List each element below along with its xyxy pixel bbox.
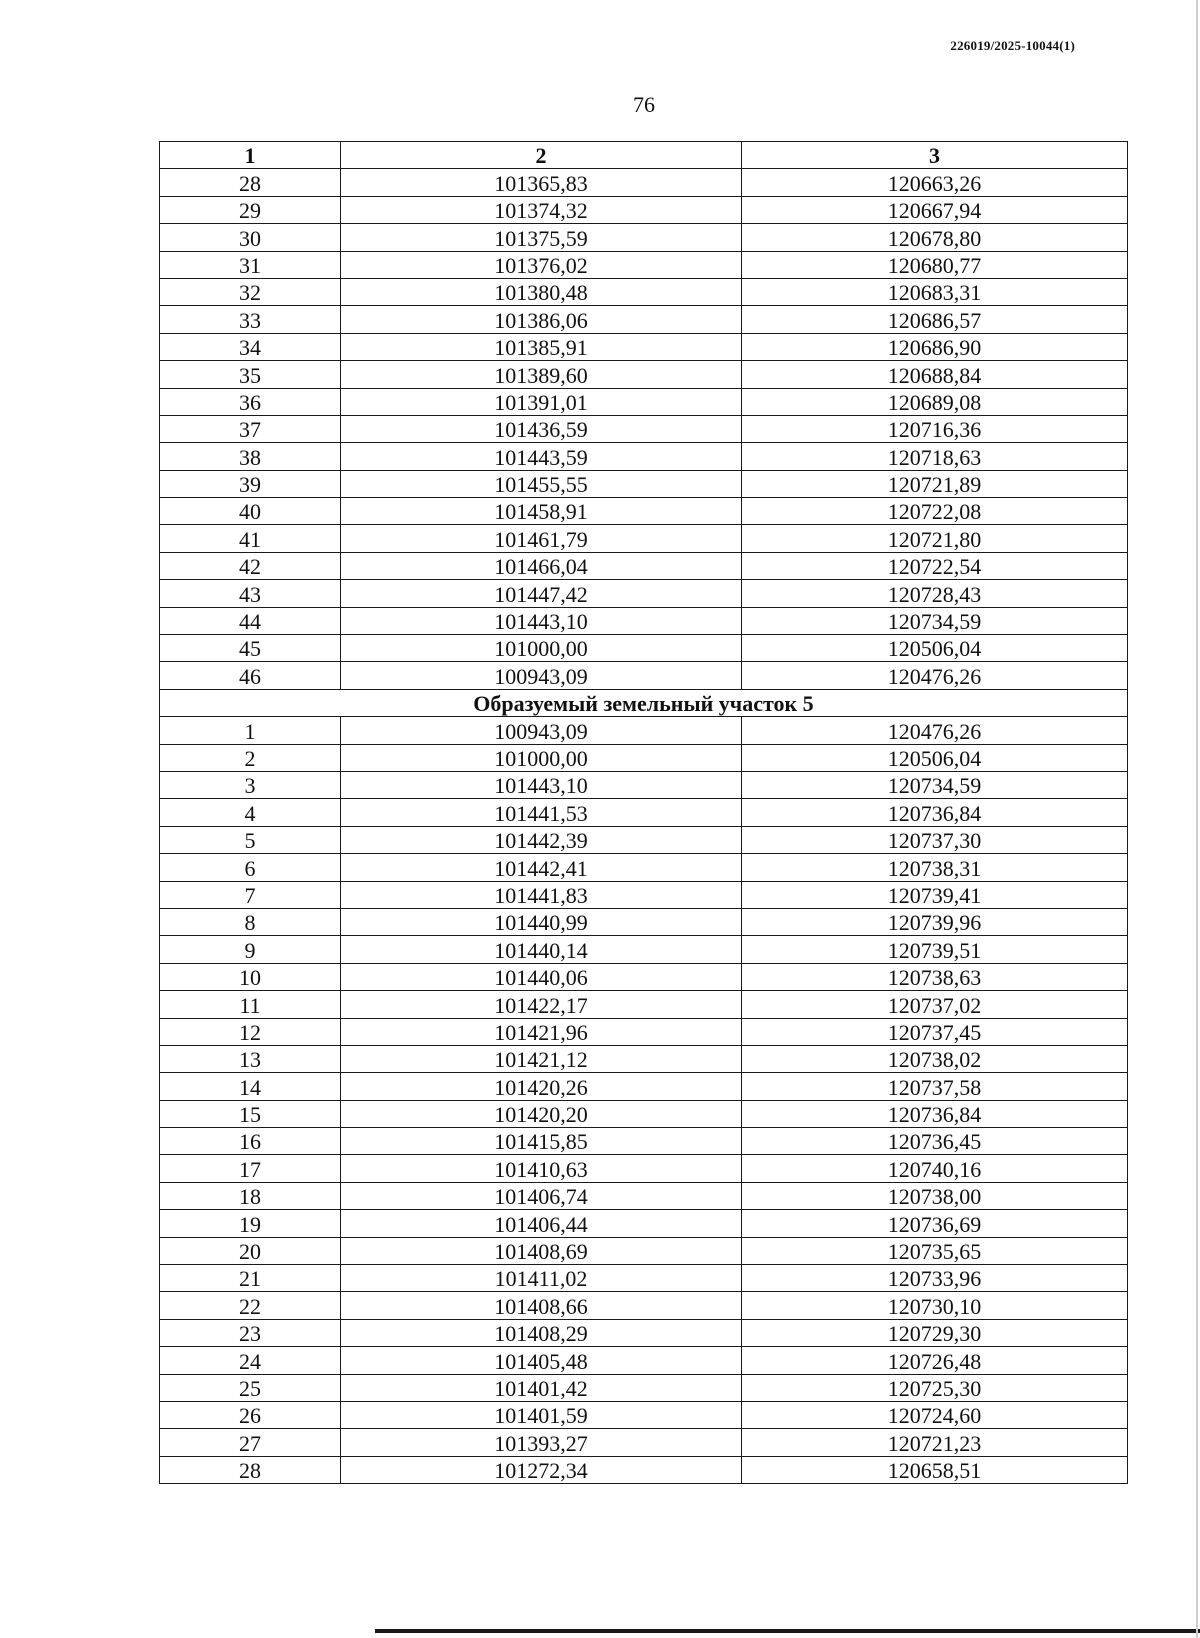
x-coordinate-cell: 101415,85 [341,1128,742,1155]
y-coordinate-cell: 120738,63 [742,963,1128,990]
table-row [160,771,1128,798]
y-coordinate-cell: 120686,57 [742,306,1128,333]
table-row [160,662,1128,689]
x-coordinate-cell: 101458,91 [341,498,742,525]
x-coordinate-cell: 101440,99 [341,908,742,935]
point-number-cell: 19 [160,1210,341,1237]
table-row [160,607,1128,634]
y-coordinate-cell: 120725,30 [742,1374,1128,1401]
table-row [160,306,1128,333]
point-number-cell: 31 [160,251,341,278]
point-number-cell: 26 [160,1401,341,1428]
x-coordinate-cell: 101410,63 [341,1155,742,1182]
scan-edge-line [1196,0,1198,1638]
x-coordinate-cell: 101411,02 [341,1265,742,1292]
x-coordinate-cell: 101442,41 [341,854,742,881]
y-coordinate-cell: 120721,80 [742,525,1128,552]
y-coordinate-cell: 120724,60 [742,1401,1128,1428]
table-row [160,881,1128,908]
x-coordinate-cell: 101000,00 [341,744,742,771]
point-number-cell: 9 [160,936,341,963]
x-coordinate-cell: 101443,10 [341,771,742,798]
x-coordinate-cell: 101421,12 [341,1045,742,1072]
x-coordinate-cell: 101440,06 [341,963,742,990]
y-coordinate-cell: 120680,77 [742,251,1128,278]
point-number-cell: 43 [160,580,341,607]
table-row [160,169,1128,196]
column-header: 1 [160,142,341,169]
point-number-cell: 8 [160,908,341,935]
table-row [160,361,1128,388]
x-coordinate-cell: 101442,39 [341,826,742,853]
x-coordinate-cell: 101422,17 [341,991,742,1018]
y-coordinate-cell: 120735,65 [742,1237,1128,1264]
table-row [160,908,1128,935]
x-coordinate-cell: 101466,04 [341,552,742,579]
point-number-cell: 45 [160,635,341,662]
point-number-cell: 35 [160,361,341,388]
y-coordinate-cell: 120476,26 [742,662,1128,689]
section-body [160,689,1128,716]
point-number-cell: 21 [160,1265,341,1292]
y-coordinate-cell: 120718,63 [742,443,1128,470]
table-row [160,1237,1128,1264]
point-number-cell: 42 [160,552,341,579]
table-row [160,224,1128,251]
point-number-cell: 13 [160,1045,341,1072]
x-coordinate-cell: 101408,66 [341,1292,742,1319]
x-coordinate-cell: 101376,02 [341,251,742,278]
y-coordinate-cell: 120667,94 [742,196,1128,223]
y-coordinate-cell: 120739,41 [742,881,1128,908]
y-coordinate-cell: 120730,10 [742,1292,1128,1319]
table-row [160,1210,1128,1237]
y-coordinate-cell: 120737,02 [742,991,1128,1018]
x-coordinate-cell: 101374,32 [341,196,742,223]
point-number-cell: 25 [160,1374,341,1401]
y-coordinate-cell: 120688,84 [742,361,1128,388]
x-coordinate-cell: 101455,55 [341,470,742,497]
y-coordinate-cell: 120716,36 [742,415,1128,442]
section-title: Образуемый земельный участок 5 [160,689,1128,716]
table-row [160,744,1128,771]
point-number-cell: 12 [160,1018,341,1045]
table-row [160,1045,1128,1072]
x-coordinate-cell: 101440,14 [341,936,742,963]
y-coordinate-cell: 120734,59 [742,771,1128,798]
x-coordinate-cell: 101393,27 [341,1429,742,1456]
y-coordinate-cell: 120726,48 [742,1347,1128,1374]
table-row [160,1429,1128,1456]
page-number: 76 [633,92,655,117]
y-coordinate-cell: 120721,23 [742,1429,1128,1456]
x-coordinate-cell: 101406,44 [341,1210,742,1237]
table-row [160,1182,1128,1209]
y-coordinate-cell: 120740,16 [742,1155,1128,1182]
point-number-cell: 30 [160,224,341,251]
point-number-cell: 32 [160,278,341,305]
x-coordinate-cell: 101436,59 [341,415,742,442]
table-row [160,1155,1128,1182]
table-row [160,333,1128,360]
x-coordinate-cell: 101380,48 [341,278,742,305]
x-coordinate-cell: 101408,29 [341,1319,742,1346]
y-coordinate-cell: 120686,90 [742,333,1128,360]
point-number-cell: 46 [160,662,341,689]
point-number-cell: 15 [160,1100,341,1127]
x-coordinate-cell: 101389,60 [341,361,742,388]
point-number-cell: 44 [160,607,341,634]
point-number-cell: 7 [160,881,341,908]
table-row [160,470,1128,497]
table-row [160,936,1128,963]
y-coordinate-cell: 120736,84 [742,1100,1128,1127]
y-coordinate-cell: 120737,30 [742,826,1128,853]
point-number-cell: 16 [160,1128,341,1155]
y-coordinate-cell: 120737,45 [742,1018,1128,1045]
x-coordinate-cell: 101406,74 [341,1182,742,1209]
coordinates-table [159,141,1128,1484]
point-number-cell: 2 [160,744,341,771]
table-row [160,525,1128,552]
point-number-cell: 37 [160,415,341,442]
point-number-cell: 6 [160,854,341,881]
x-coordinate-cell: 101441,83 [341,881,742,908]
point-number-cell: 20 [160,1237,341,1264]
table-row [160,580,1128,607]
table-row [160,799,1128,826]
table-row [160,854,1128,881]
x-coordinate-cell: 101443,10 [341,607,742,634]
table-row [160,717,1128,744]
x-coordinate-cell: 100943,09 [341,717,742,744]
table-row [160,196,1128,223]
x-coordinate-cell: 101421,96 [341,1018,742,1045]
x-coordinate-cell: 101420,20 [341,1100,742,1127]
point-number-cell: 14 [160,1073,341,1100]
table-row [160,552,1128,579]
table-row [160,1128,1128,1155]
y-coordinate-cell: 120476,26 [742,717,1128,744]
y-coordinate-cell: 120734,59 [742,607,1128,634]
point-number-cell: 27 [160,1429,341,1456]
table-row [160,415,1128,442]
table-row [160,443,1128,470]
x-coordinate-cell: 101365,83 [341,169,742,196]
x-coordinate-cell: 101000,00 [341,635,742,662]
x-coordinate-cell: 101443,59 [341,443,742,470]
point-number-cell: 29 [160,196,341,223]
table-row [160,251,1128,278]
table-row [160,635,1128,662]
x-coordinate-cell: 101447,42 [341,580,742,607]
point-number-cell: 33 [160,306,341,333]
y-coordinate-cell: 120736,84 [742,799,1128,826]
table-row [160,963,1128,990]
x-coordinate-cell: 100943,09 [341,662,742,689]
point-number-cell: 3 [160,771,341,798]
x-coordinate-cell: 101420,26 [341,1073,742,1100]
y-coordinate-cell: 120736,45 [742,1128,1128,1155]
x-coordinate-cell: 101408,69 [341,1237,742,1264]
table-row [160,1073,1128,1100]
y-coordinate-cell: 120506,04 [742,744,1128,771]
point-number-cell: 28 [160,1456,341,1483]
point-number-cell: 10 [160,963,341,990]
table-body-before [160,169,1128,689]
document-id: 226019/2025-10044(1) [950,38,1075,53]
y-coordinate-cell: 120721,89 [742,470,1128,497]
point-number-cell: 22 [160,1292,341,1319]
table-row [160,1319,1128,1346]
point-number-cell: 17 [160,1155,341,1182]
x-coordinate-cell: 101375,59 [341,224,742,251]
point-number-cell: 23 [160,1319,341,1346]
column-header: 3 [742,142,1128,169]
y-coordinate-cell: 120722,54 [742,552,1128,579]
y-coordinate-cell: 120658,51 [742,1456,1128,1483]
y-coordinate-cell: 120728,43 [742,580,1128,607]
point-number-cell: 24 [160,1347,341,1374]
x-coordinate-cell: 101272,34 [341,1456,742,1483]
x-coordinate-cell: 101391,01 [341,388,742,415]
table-row [160,1265,1128,1292]
point-number-cell: 34 [160,333,341,360]
y-coordinate-cell: 120663,26 [742,169,1128,196]
table-row [160,1401,1128,1428]
table-row [160,1347,1128,1374]
point-number-cell: 28 [160,169,341,196]
x-coordinate-cell: 101385,91 [341,333,742,360]
y-coordinate-cell: 120689,08 [742,388,1128,415]
table-row [160,498,1128,525]
point-number-cell: 5 [160,826,341,853]
table-row [160,826,1128,853]
y-coordinate-cell: 120736,69 [742,1210,1128,1237]
point-number-cell: 4 [160,799,341,826]
scan-border-line [375,1629,1200,1633]
point-number-cell: 1 [160,717,341,744]
point-number-cell: 39 [160,470,341,497]
section-row [160,689,1128,716]
y-coordinate-cell: 120729,30 [742,1319,1128,1346]
table-row [160,1456,1128,1483]
y-coordinate-cell: 120737,58 [742,1073,1128,1100]
y-coordinate-cell: 120506,04 [742,635,1128,662]
point-number-cell: 38 [160,443,341,470]
x-coordinate-cell: 101405,48 [341,1347,742,1374]
y-coordinate-cell: 120738,02 [742,1045,1128,1072]
table-row [160,1374,1128,1401]
column-header: 2 [341,142,742,169]
x-coordinate-cell: 101401,59 [341,1401,742,1428]
table-header-row [160,142,1128,169]
y-coordinate-cell: 120678,80 [742,224,1128,251]
table-row [160,1292,1128,1319]
x-coordinate-cell: 101461,79 [341,525,742,552]
table-row [160,1018,1128,1045]
table-row [160,278,1128,305]
x-coordinate-cell: 101401,42 [341,1374,742,1401]
point-number-cell: 41 [160,525,341,552]
y-coordinate-cell: 120739,96 [742,908,1128,935]
y-coordinate-cell: 120683,31 [742,278,1128,305]
table-body-after [160,717,1128,1484]
table-row [160,388,1128,415]
point-number-cell: 36 [160,388,341,415]
y-coordinate-cell: 120722,08 [742,498,1128,525]
y-coordinate-cell: 120738,31 [742,854,1128,881]
y-coordinate-cell: 120739,51 [742,936,1128,963]
x-coordinate-cell: 101386,06 [341,306,742,333]
y-coordinate-cell: 120738,00 [742,1182,1128,1209]
table-row [160,991,1128,1018]
point-number-cell: 18 [160,1182,341,1209]
point-number-cell: 40 [160,498,341,525]
point-number-cell: 11 [160,991,341,1018]
y-coordinate-cell: 120733,96 [742,1265,1128,1292]
x-coordinate-cell: 101441,53 [341,799,742,826]
table-row [160,1100,1128,1127]
